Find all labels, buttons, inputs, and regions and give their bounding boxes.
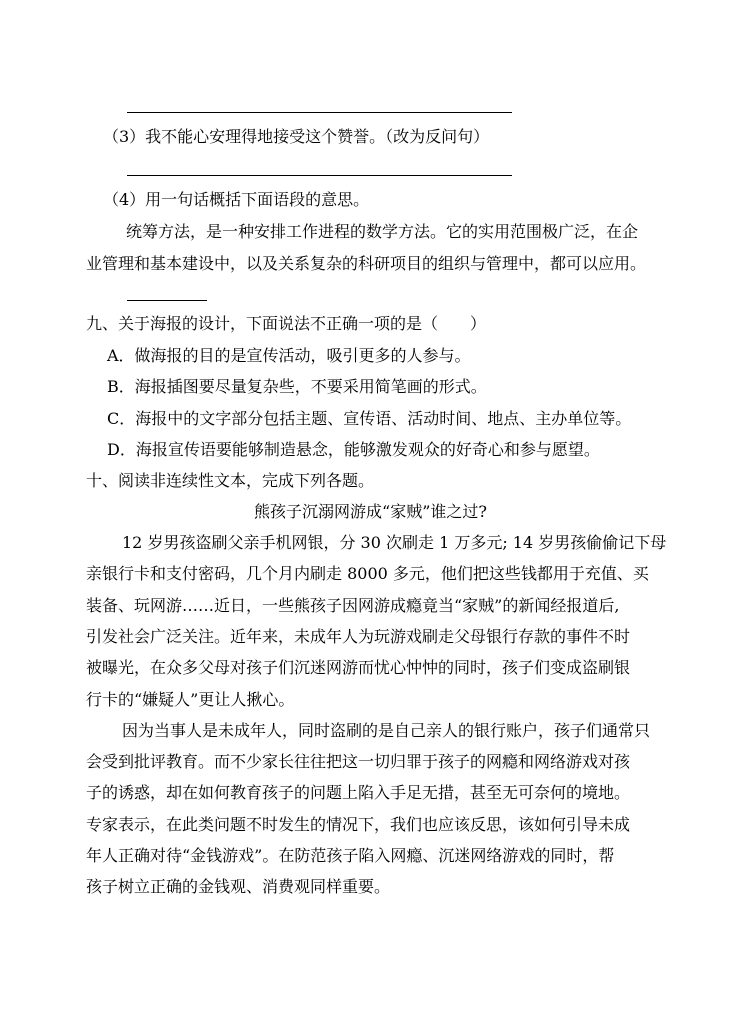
question-item-3: （3）我不能心安理得地接受这个赞誉。（改为反问句） (103, 127, 490, 146)
passage-line: 统筹方法，是一种安排工作进程的数学方法。它的实用范围极广泛，在企 (126, 222, 639, 241)
answer-blank-line (127, 112, 512, 113)
option-b: B．海报插图要尽量复杂些，不要采用简笔画的形式。 (107, 377, 487, 396)
option-d: D．海报宣传语要能够制造悬念，能够激发观众的好奇心和参与愿望。 (107, 440, 600, 459)
article-title: 熊孩子沉溺网游成“家贼”谁之过? (254, 502, 487, 521)
article-line: 因为当事人是未成年人，同时盗刷的是自己亲人的银行账户，孩子们通常只 (122, 721, 651, 740)
article-line: 行卡的“嫌疑人”更让人揪心。 (86, 690, 295, 709)
question-item-4: （4）用一句话概括下面语段的意思。 (103, 190, 370, 209)
article-line: 子的诱惑，却在如何教育孩子的问题上陷入手足无措，甚至无可奈何的境地。 (86, 783, 631, 802)
passage-line: 业管理和基本建设中，以及关系复杂的科研项目的组织与管理中，都可以应用。 (86, 254, 647, 273)
article-line: 被曝光，在众多父母对孩子们沉迷网游而忧心忡忡的同时，孩子们变成盗刷银 (86, 658, 631, 677)
option-c: C．海报中的文字部分包括主题、宣传语、活动时间、地点、主办单位等。 (107, 409, 632, 428)
option-a: A．做海报的目的是宣传活动，吸引更多的人参与。 (107, 346, 471, 365)
answer-blank-line (127, 300, 207, 301)
question-10-stem: 十、阅读非连续性文本，完成下列各题。 (86, 471, 375, 490)
article-line: 装备、玩网游……近日，一些熊孩子因网游成瘾竟当“家贼”的新闻经报道后, (86, 596, 620, 615)
article-line: 12 岁男孩盗刷父亲手机网银，分 30 次刷走 1 万多元; 14 岁男孩偷偷记下母 (122, 533, 667, 552)
article-line: 亲银行卡和支付密码，几个月内刷走 8000 多元，他们把这些钱都用于充值、买 (86, 564, 649, 583)
question-9-stem: 九、关于海报的设计，下面说法不正确一项的是（ ） (86, 314, 487, 333)
answer-blank-line (127, 175, 512, 176)
article-line: 孩子树立正确的金钱观、消费观同样重要。 (86, 877, 391, 896)
article-line: 会受到批评教育。而不少家长往往把这一切归罪于孩子的网瘾和网络游戏对孩 (86, 752, 631, 771)
article-line: 年人正确对待“金钱游戏”。在防范孩子陷入网瘾、沉迷网络游戏的同时，帮 (86, 846, 615, 865)
article-line: 引发社会广泛关注。近年来，未成年人为玩游戏刷走父母银行存款的事件不时 (86, 627, 631, 646)
article-line: 专家表示，在此类问题不时发生的情况下，我们也应该反思，该如何引导未成 (86, 815, 631, 834)
